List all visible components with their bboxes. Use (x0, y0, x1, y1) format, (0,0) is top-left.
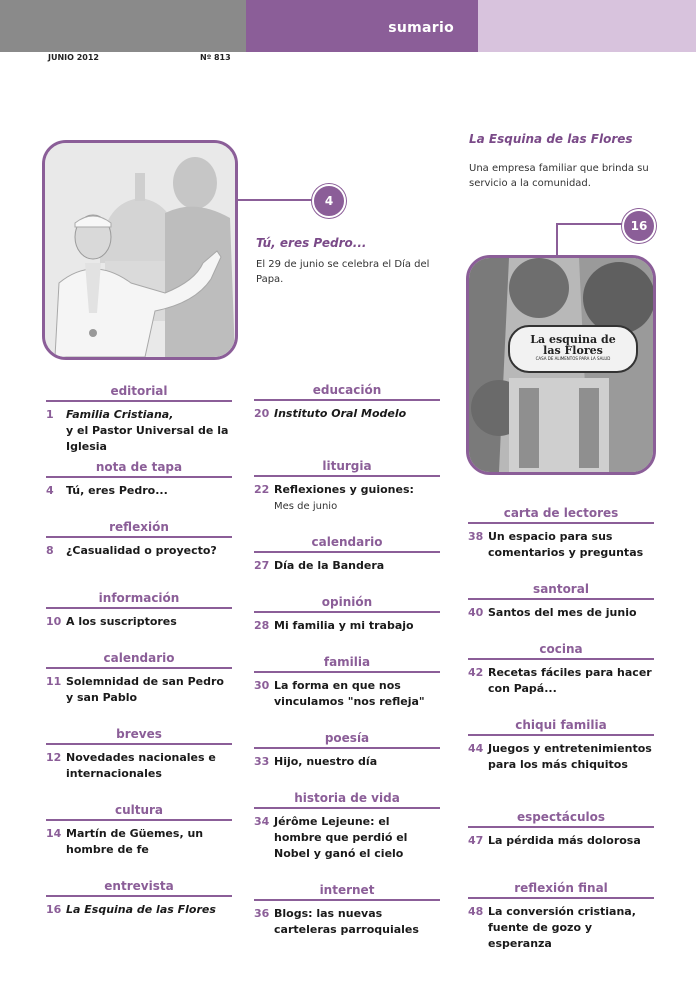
toc-item[interactable] (46, 902, 232, 918)
page-number: 34 (254, 815, 270, 828)
sign-line-2: las Flores (543, 344, 603, 357)
section-head: cocina (468, 641, 654, 660)
section-reflexion-final (468, 880, 654, 952)
toc-text: Blogs: las nuevas carteleras parroquiales (274, 907, 419, 936)
toc-item[interactable] (468, 665, 654, 697)
section-chiqui-familia (468, 717, 654, 773)
toc-item[interactable] (468, 904, 654, 952)
page-number: 14 (46, 827, 62, 840)
toc-item[interactable] (254, 754, 440, 770)
section-educacion (254, 382, 440, 422)
pope-photo-illustration (45, 143, 235, 357)
toc-item[interactable] (254, 558, 440, 574)
page-title: sumario (388, 20, 454, 36)
page-number: 40 (468, 606, 484, 619)
toc-item[interactable] (46, 826, 232, 858)
shop-photo-illustration (469, 258, 653, 472)
page-number: 36 (254, 907, 270, 920)
issue-date: JUNIO 2012 (48, 53, 99, 62)
page-number: 44 (468, 742, 484, 755)
section-head: poesía (254, 730, 440, 749)
toc-item[interactable] (46, 614, 232, 630)
shop-sign-text (513, 334, 633, 362)
feature-right-text: Una empresa familiar que brinda su servicio a la comunidad. (469, 163, 649, 189)
toc-text: Tú, eres Pedro... (66, 484, 168, 497)
issue-number: Nº 813 (200, 53, 231, 62)
toc-text: La forma en que nos vinculamos "nos refleja" (274, 679, 425, 708)
toc-item[interactable] (254, 406, 440, 422)
section-head: chiqui familia (468, 717, 654, 736)
toc-item[interactable] (46, 407, 232, 455)
toc-text: Reflexiones y guiones: Mes de junio (274, 483, 414, 512)
section-reflexion (46, 519, 232, 559)
feature-left-text: El 29 de junio se celebra el Día del Papa. (256, 259, 430, 285)
toc-text: Martín de Güemes, un hombre de fe (66, 827, 204, 856)
section-carta-de-lectores (468, 505, 654, 561)
section-calendario-1 (46, 650, 232, 706)
page-number: 48 (468, 905, 484, 918)
toc-item[interactable] (46, 543, 232, 559)
page-number: 33 (254, 755, 270, 768)
page-number: 11 (46, 675, 62, 688)
section-internet (254, 882, 440, 938)
page-number: 4 (46, 484, 54, 497)
toc-text: A los suscriptores (66, 615, 177, 628)
section-head: breves (46, 726, 232, 745)
section-head: calendario (46, 650, 232, 669)
toc-text: Instituto Oral Modelo (274, 407, 407, 420)
sign-line-1: La esquina de (530, 333, 616, 346)
page-number: 27 (254, 559, 270, 572)
toc-text: Familia Cristiana, y el Pastor Universal de la Iglesia (66, 408, 229, 453)
section-breves (46, 726, 232, 782)
connector-line-16-v (556, 223, 558, 257)
toc-item[interactable] (468, 833, 654, 849)
page-number: 30 (254, 679, 270, 692)
section-calendario-2 (254, 534, 440, 574)
section-head: cultura (46, 802, 232, 821)
page-number: 1 (46, 408, 54, 421)
section-head: carta de lectores (468, 505, 654, 524)
section-head: calendario (254, 534, 440, 553)
toc-item[interactable] (254, 482, 440, 514)
section-head: editorial (46, 383, 232, 402)
section-liturgia (254, 458, 440, 514)
section-head: información (46, 590, 232, 609)
section-espectaculos (468, 809, 654, 849)
toc-text: Mi familia y mi trabajo (274, 619, 414, 632)
section-head: nota de tapa (46, 459, 232, 478)
toc-text: La conversión cristiana, fuente de gozo y esperanza (488, 905, 636, 950)
page-number: 28 (254, 619, 270, 632)
toc-text: Santos del mes de junio (488, 606, 637, 619)
section-cocina (468, 641, 654, 697)
section-head: historia de vida (254, 790, 440, 809)
section-entrevista (46, 878, 232, 918)
page-number: 42 (468, 666, 484, 679)
feature-right-title: La Esquina de las Flores (469, 132, 633, 146)
page-number: 10 (46, 615, 62, 628)
header-bar-light (478, 0, 696, 52)
toc-text: Juegos y entretenimientos para los más chiquitos (488, 742, 652, 771)
section-head: entrevista (46, 878, 232, 897)
toc-item[interactable] (468, 741, 654, 773)
connector-line-4 (238, 199, 312, 201)
toc-item[interactable] (254, 814, 440, 862)
page-number: 38 (468, 530, 484, 543)
toc-item[interactable] (468, 605, 654, 621)
section-head: educación (254, 382, 440, 401)
section-head: familia (254, 654, 440, 673)
toc-item[interactable] (254, 678, 440, 710)
page-badge-16: 16 (622, 209, 656, 243)
header-bar-gray (0, 0, 246, 52)
toc-text: La Esquina de las Flores (66, 903, 216, 916)
section-head: santoral (468, 581, 654, 600)
toc-text: Día de la Bandera (274, 559, 385, 572)
toc-item[interactable] (46, 483, 232, 499)
toc-text: Recetas fáciles para hacer con Papá... (488, 666, 652, 695)
page-number: 12 (46, 751, 62, 764)
toc-item[interactable] (254, 618, 440, 634)
toc-text: Hijo, nuestro día (274, 755, 378, 768)
section-poesia (254, 730, 440, 770)
shop-photo (466, 255, 656, 475)
connector-line-16-h (556, 223, 624, 225)
section-cultura (46, 802, 232, 858)
feature-left-title: Tú, eres Pedro... (256, 236, 367, 250)
section-familia (254, 654, 440, 710)
section-head: opinión (254, 594, 440, 613)
sign-subline: CASA DE ALIMENTOS PARA LA SALUD (535, 356, 611, 361)
page-badge-4: 4 (312, 184, 346, 218)
section-head: reflexión (46, 519, 232, 538)
section-nota-de-tapa (46, 459, 232, 499)
section-santoral (468, 581, 654, 621)
toc-item[interactable] (46, 674, 232, 706)
toc-text: Un espacio para sus comentarios y preguntas (488, 530, 644, 559)
section-opinion (254, 594, 440, 634)
section-head: liturgia (254, 458, 440, 477)
toc-item[interactable] (254, 906, 440, 938)
section-head: reflexión final (468, 880, 654, 899)
page-number: 20 (254, 407, 270, 420)
section-historia-de-vida (254, 790, 440, 862)
toc-text: Novedades nacionales e internacionales (66, 751, 216, 780)
toc-item[interactable] (468, 529, 654, 561)
section-editorial (46, 383, 232, 455)
pope-photo (42, 140, 238, 360)
page-number: 22 (254, 483, 270, 496)
toc-text: Jérôme Lejeune: el hombre que perdió el Nobel y ganó el cielo (274, 815, 408, 860)
section-head: internet (254, 882, 440, 901)
section-head: espectáculos (468, 809, 654, 828)
page-number: 16 (46, 903, 62, 916)
toc-text: ¿Casualidad o proyecto? (66, 544, 217, 557)
section-informacion (46, 590, 232, 630)
toc-text: La pérdida más dolorosa (488, 834, 641, 847)
toc-item[interactable] (46, 750, 232, 782)
page-number: 47 (468, 834, 484, 847)
toc-text: Solemnidad de san Pedro y san Pablo (66, 675, 224, 704)
page-number: 8 (46, 544, 54, 557)
